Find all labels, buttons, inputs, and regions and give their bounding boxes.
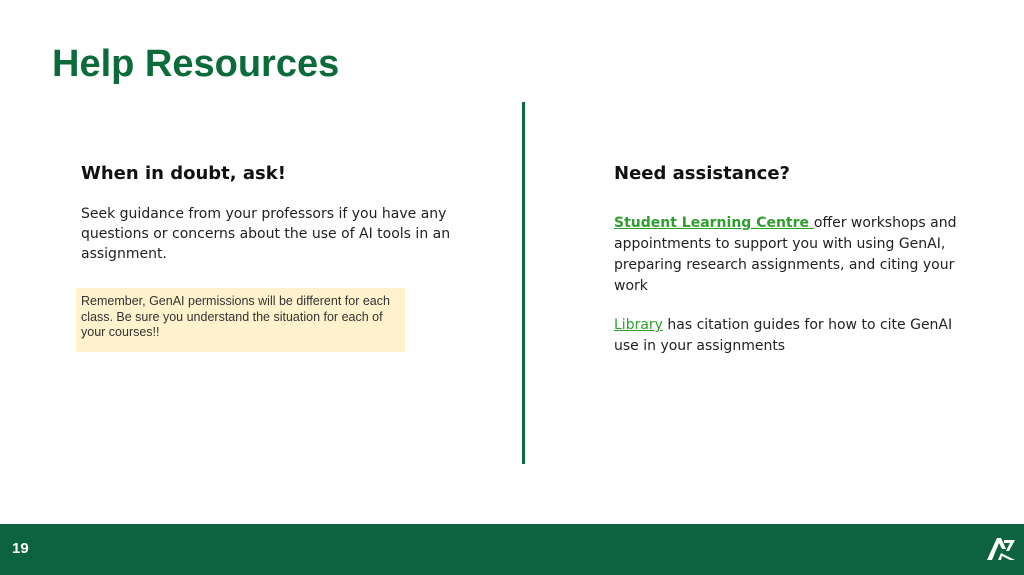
left-heading: When in doubt, ask!	[81, 163, 286, 184]
university-logo-icon	[986, 536, 1016, 562]
library-text: has citation guides for how to cite GenAI use in your assignments	[614, 317, 953, 354]
slide-title: Help Resources	[52, 43, 340, 85]
right-heading: Need assistance?	[614, 163, 790, 184]
column-divider	[522, 102, 525, 464]
student-learning-centre-paragraph	[614, 213, 959, 297]
left-body-text: Seek guidance from your professors if you have any questions or concerns about the use of AI tools in an assignment.	[81, 206, 451, 262]
library-link[interactable]: Library	[614, 317, 663, 333]
slide-number: 19	[12, 540, 29, 557]
footer-bar	[0, 524, 1024, 575]
student-learning-centre-text: offer workshops and appointments to support you with using GenAI, preparing research assignments, and citing your work	[614, 215, 957, 294]
permissions-note-box: Remember, GenAI permissions will be different for each class. Be sure you understand the situation for each of your courses!!	[76, 288, 405, 352]
library-paragraph	[614, 315, 959, 357]
student-learning-centre-link[interactable]: Student Learning Centre	[614, 215, 814, 231]
